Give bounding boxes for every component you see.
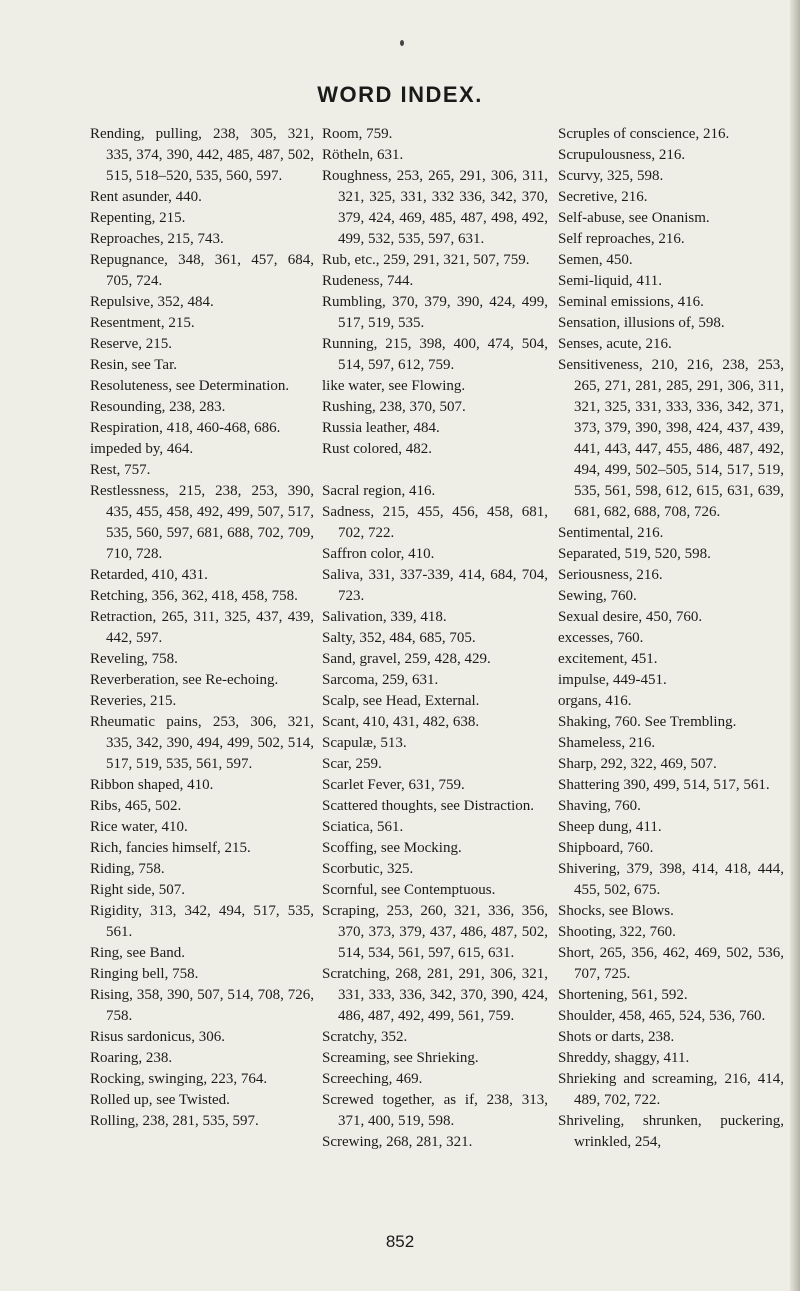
index-entry: Sewing, 760.: [558, 588, 637, 604]
index-entry: impeded by, 464.: [90, 441, 194, 457]
index-entry: Seminal emissions, 416.: [558, 294, 704, 310]
index-entry: Roughness, 253, 265, 291, 306, 311, 321, 325, 331, 332 336, 342, 370, 379, 424, 469, 485, 487, 498, 492, 499, 532, 535, 597, 631.: [322, 168, 548, 247]
index-entry: Scrupulousness, 216.: [558, 147, 686, 163]
page-edge: [790, 0, 800, 1291]
index-entry: Shaking, 760. See Trembling.: [558, 714, 737, 730]
index-entry: Ribbon shaped, 410.: [90, 777, 214, 793]
index-entry: Sand, gravel, 259, 428, 429.: [322, 651, 491, 667]
index-entry: Resoluteness, see Determination.: [90, 378, 290, 394]
index-entry: Retarded, 410, 431.: [90, 567, 208, 583]
index-entry: Shrieking and screaming, 216, 414, 489, 702, 722.: [558, 1071, 784, 1108]
index-entry: Right side, 507.: [90, 882, 186, 898]
index-entry: Risus sardonicus, 306.: [90, 1029, 225, 1045]
index-entry: Sadness, 215, 455, 456, 458, 681, 702, 722.: [322, 504, 548, 541]
index-entry: Saliva, 331, 337-339, 414, 684, 704, 723.: [322, 567, 548, 604]
index-column-3: [558, 124, 784, 1153]
index-entry: Semen, 450.: [558, 252, 633, 268]
index-entry: Shortening, 561, 592.: [558, 987, 688, 1003]
index-entry: Rolled up, see Twisted.: [90, 1092, 230, 1108]
index-entry: Scraping, 253, 260, 321, 336, 356, 370, 373, 379, 437, 486, 487, 502, 514, 534, 561, 597, 615, 631.: [322, 903, 548, 961]
index-entry: Rub, etc., 259, 291, 321, 507, 759.: [322, 252, 530, 268]
index-entry: Reveling, 758.: [90, 651, 178, 667]
index-entry: Short, 265, 356, 462, 469, 502, 536, 707, 725.: [558, 945, 784, 982]
index-entry: Reserve, 215.: [90, 336, 173, 352]
index-entry: Rocking, swinging, 223, 764.: [90, 1071, 268, 1087]
index-entry: Repulsive, 352, 484.: [90, 294, 214, 310]
index-entry: Resentment, 215.: [90, 315, 195, 331]
page-number: 852: [385, 1232, 415, 1251]
index-entry: Rudeness, 744.: [322, 273, 414, 289]
index-entry: Reverberation, see Re-echoing.: [90, 672, 279, 688]
index-entry: Ringing bell, 758.: [90, 966, 199, 982]
index-entry: Screeching, 469.: [322, 1071, 423, 1087]
index-entry: Rent asunder, 440.: [90, 189, 202, 205]
index-entry: Self reproaches, 216.: [558, 231, 685, 247]
index-entry: Saffron color, 410.: [322, 546, 435, 562]
index-entry: Shriveling, shrunken, puckering, wrinkled, 254,: [558, 1113, 784, 1150]
index-column-2: [322, 124, 548, 1153]
index-entry: Riding, 758.: [90, 861, 165, 877]
index-entry: Respiration, 418, 460-468, 686.: [90, 420, 281, 436]
index-entry: Scar, 259.: [322, 756, 382, 772]
section-gap: [322, 460, 548, 481]
index-entry: Sexual desire, 450, 760.: [558, 609, 703, 625]
index-entry: Sensation, illusions of, 598.: [558, 315, 725, 331]
index-entry: Rising, 358, 390, 507, 514, 708, 726, 758.: [90, 987, 314, 1024]
index-entry: Room, 759.: [322, 126, 393, 142]
index-entry: Shooting, 322, 760.: [558, 924, 676, 940]
index-entry: Scornful, see Contemptuous.: [322, 882, 496, 898]
index-entry: Retraction, 265, 311, 325, 437, 439, 442, 597.: [90, 609, 314, 646]
index-entry: Restlessness, 215, 238, 253, 390, 435, 455, 458, 492, 499, 507, 517, 535, 560, 597, 681, 688, 702, 709, 710, 728.: [90, 483, 314, 562]
index-entry: Self-abuse, see Onanism.: [558, 210, 710, 226]
index-entry: Shocks, see Blows.: [558, 903, 674, 919]
index-entry: Rending, pulling, 238, 305, 321, 335, 374, 390, 442, 485, 487, 502, 515, 518–520, 535, 560, 597.: [90, 126, 314, 184]
index-entry: Rötheln, 631.: [322, 147, 404, 163]
index-entry: Scalp, see Head, External.: [322, 693, 480, 709]
index-entry: Sharp, 292, 322, 469, 507.: [558, 756, 717, 772]
index-entry: Rushing, 238, 370, 507.: [322, 399, 466, 415]
index-entry: Scruples of conscience, 216.: [558, 126, 730, 142]
index-entry: Reveries, 215.: [90, 693, 177, 709]
index-entry: Scant, 410, 431, 482, 638.: [322, 714, 480, 730]
index-entry: Sentimental, 216.: [558, 525, 664, 541]
index-entry: Sacral region, 416.: [322, 483, 436, 499]
index-entry: Rich, fancies himself, 215.: [90, 840, 251, 856]
index-entry: Roaring, 238.: [90, 1050, 173, 1066]
index-entry: Screaming, see Shrieking.: [322, 1050, 479, 1066]
index-entry: Sheep dung, 411.: [558, 819, 662, 835]
index-entry: Shots or darts, 238.: [558, 1029, 675, 1045]
index-entry: Semi-liquid, 411.: [558, 273, 663, 289]
index-entry: Scorbutic, 325.: [322, 861, 414, 877]
index-column-1: [90, 124, 314, 1132]
index-entry: excitement, 451.: [558, 651, 658, 667]
index-entry: Sciatica, 561.: [322, 819, 404, 835]
index-entry: Rolling, 238, 281, 535, 597.: [90, 1113, 259, 1129]
index-entry: Resin, see Tar.: [90, 357, 177, 373]
index-entry: Russia leather, 484.: [322, 420, 440, 436]
index-entry: Rice water, 410.: [90, 819, 188, 835]
index-entry: Shoulder, 458, 465, 524, 536, 760.: [558, 1008, 766, 1024]
index-entry: Resounding, 238, 283.: [90, 399, 226, 415]
index-entry: Salty, 352, 484, 685, 705.: [322, 630, 476, 646]
index-entry: Shivering, 379, 398, 414, 418, 444, 455, 502, 675.: [558, 861, 784, 898]
index-entry: Retching, 356, 362, 418, 458, 758.: [90, 588, 298, 604]
index-entry: Scoffing, see Mocking.: [322, 840, 462, 856]
printer-mark: [400, 40, 404, 46]
index-entry: Shreddy, shaggy, 411.: [558, 1050, 690, 1066]
index-entry: like water, see Flowing.: [322, 378, 466, 394]
index-entry: Shameless, 216.: [558, 735, 656, 751]
index-entry: Scurvy, 325, 598.: [558, 168, 664, 184]
index-entry: Screwed together, as if, 238, 313, 371, 400, 519, 598.: [322, 1092, 548, 1129]
index-entry: excesses, 760.: [558, 630, 644, 646]
index-entry: Secretive, 216.: [558, 189, 648, 205]
index-entry: Scapulæ, 513.: [322, 735, 407, 751]
index-entry: Screwing, 268, 281, 321.: [322, 1134, 473, 1150]
index-entry: Sarcoma, 259, 631.: [322, 672, 439, 688]
index-entry: Separated, 519, 520, 598.: [558, 546, 711, 562]
index-entry: Rest, 757.: [90, 462, 151, 478]
index-entry: Running, 215, 398, 400, 474, 504, 514, 597, 612, 759.: [322, 336, 548, 373]
index-entry: organs, 416.: [558, 693, 632, 709]
index-entry: Shaving, 760.: [558, 798, 641, 814]
index-entry: Repugnance, 348, 361, 457, 684, 705, 724.: [90, 252, 314, 289]
index-entry: Scratching, 268, 281, 291, 306, 321, 331, 333, 336, 342, 370, 390, 424, 486, 487, 492, 499, 561, 759.: [322, 966, 548, 1024]
index-entry: Repenting, 215.: [90, 210, 186, 226]
index-entry: Rigidity, 313, 342, 494, 517, 535, 561.: [90, 903, 314, 940]
index-entry: Scratchy, 352.: [322, 1029, 408, 1045]
index-entry: Ring, see Band.: [90, 945, 185, 961]
index-entry: Scarlet Fever, 631, 759.: [322, 777, 465, 793]
index-entry: Senses, acute, 216.: [558, 336, 672, 352]
index-entry: Rust colored, 482.: [322, 441, 432, 457]
page-title: WORD INDEX.: [317, 82, 483, 107]
index-entry: Salivation, 339, 418.: [322, 609, 447, 625]
index-entry: Rumbling, 370, 379, 390, 424, 499, 517, 519, 535.: [322, 294, 548, 331]
index-entry: Scattered thoughts, see Distraction.: [322, 798, 535, 814]
index-entry: Shattering 390, 499, 514, 517, 561.: [558, 777, 770, 793]
index-entry: Seriousness, 216.: [558, 567, 663, 583]
index-entry: Ribs, 465, 502.: [90, 798, 182, 814]
index-entry: Reproaches, 215, 743.: [90, 231, 224, 247]
index-entry: Rheumatic pains, 253, 306, 321, 335, 342, 390, 494, 499, 502, 514, 517, 519, 535, 561, 597.: [90, 714, 314, 772]
index-entry: impulse, 449-451.: [558, 672, 667, 688]
index-entry: Shipboard, 760.: [558, 840, 654, 856]
index-entry: Sensitiveness, 210, 216, 238, 253, 265, 271, 281, 285, 291, 306, 311, 321, 325, 331, 333, 336, 342, 371, 373, 379, 390, 398, 424, 437, 439, 441, 443, 447, 455, 486, 487, 492, 494, 499, 502–505, 514, 517, 519, 535, 561, 598, 612, 615, 631, 639, 681, 682, 688, 708, 726.: [558, 357, 784, 520]
